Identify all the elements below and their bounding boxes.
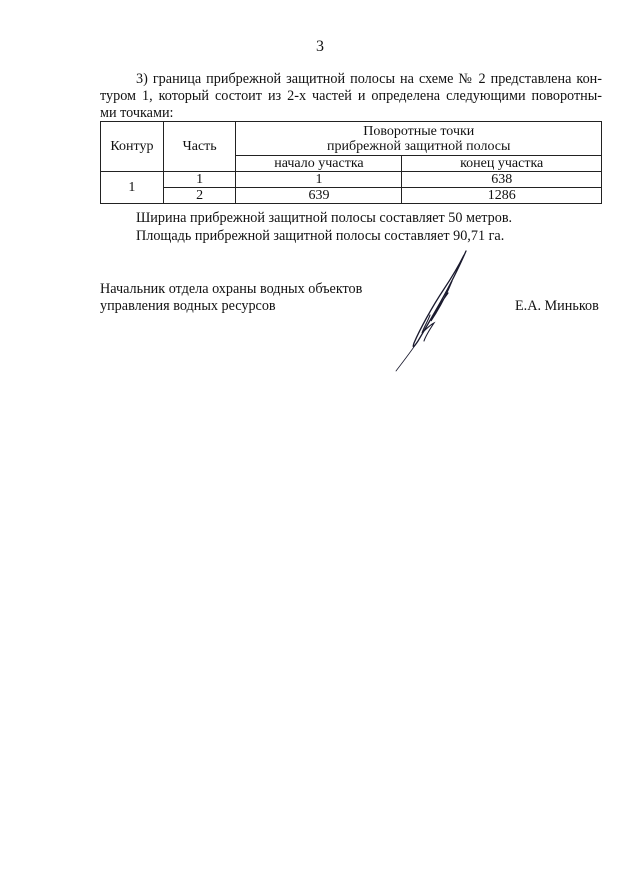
header-contour: Контур (101, 122, 164, 172)
end-cell: 1286 (402, 188, 602, 204)
header-turning-points-line1: Поворотные точки (363, 123, 475, 139)
turning-points-table (100, 121, 602, 204)
table-row (101, 172, 602, 188)
contour-cell: 1 (101, 172, 164, 204)
header-start: начало участка (236, 156, 402, 172)
paragraph-line-1: 3) граница прибрежной защитной полосы на схеме № 2 представлена кон- (136, 71, 602, 87)
paragraph-line-2: туром 1, который состоит из 2-х частей и определена следующими поворотны- (100, 88, 602, 104)
header-turning-points (236, 122, 602, 156)
handwritten-signature (390, 245, 480, 375)
area-statement: Площадь прибрежной защитной полосы составляет 90,71 га. (136, 228, 505, 244)
part-cell: 1 (163, 172, 236, 188)
boundary-description-paragraph (100, 71, 602, 122)
header-part: Часть (163, 122, 236, 172)
end-cell: 638 (402, 172, 602, 188)
page-number: 3 (316, 38, 324, 55)
table-row (101, 188, 602, 204)
signer-position-line2: управления водных ресурсов (100, 298, 276, 314)
paragraph-line-3: ми точками: (100, 105, 174, 121)
signer-name: Е.А. Миньков (515, 298, 599, 314)
header-turning-points-line2: прибрежной защитной полосы (327, 138, 511, 154)
width-statement: Ширина прибрежной защитной полосы составляет 50 метров. (136, 210, 513, 226)
start-cell: 639 (236, 188, 402, 204)
signer-position-line1: Начальник отдела охраны водных объектов (100, 281, 363, 297)
start-cell: 1 (236, 172, 402, 188)
signer-position (100, 281, 362, 315)
part-cell: 2 (163, 188, 236, 204)
header-end: конец участка (402, 156, 602, 172)
